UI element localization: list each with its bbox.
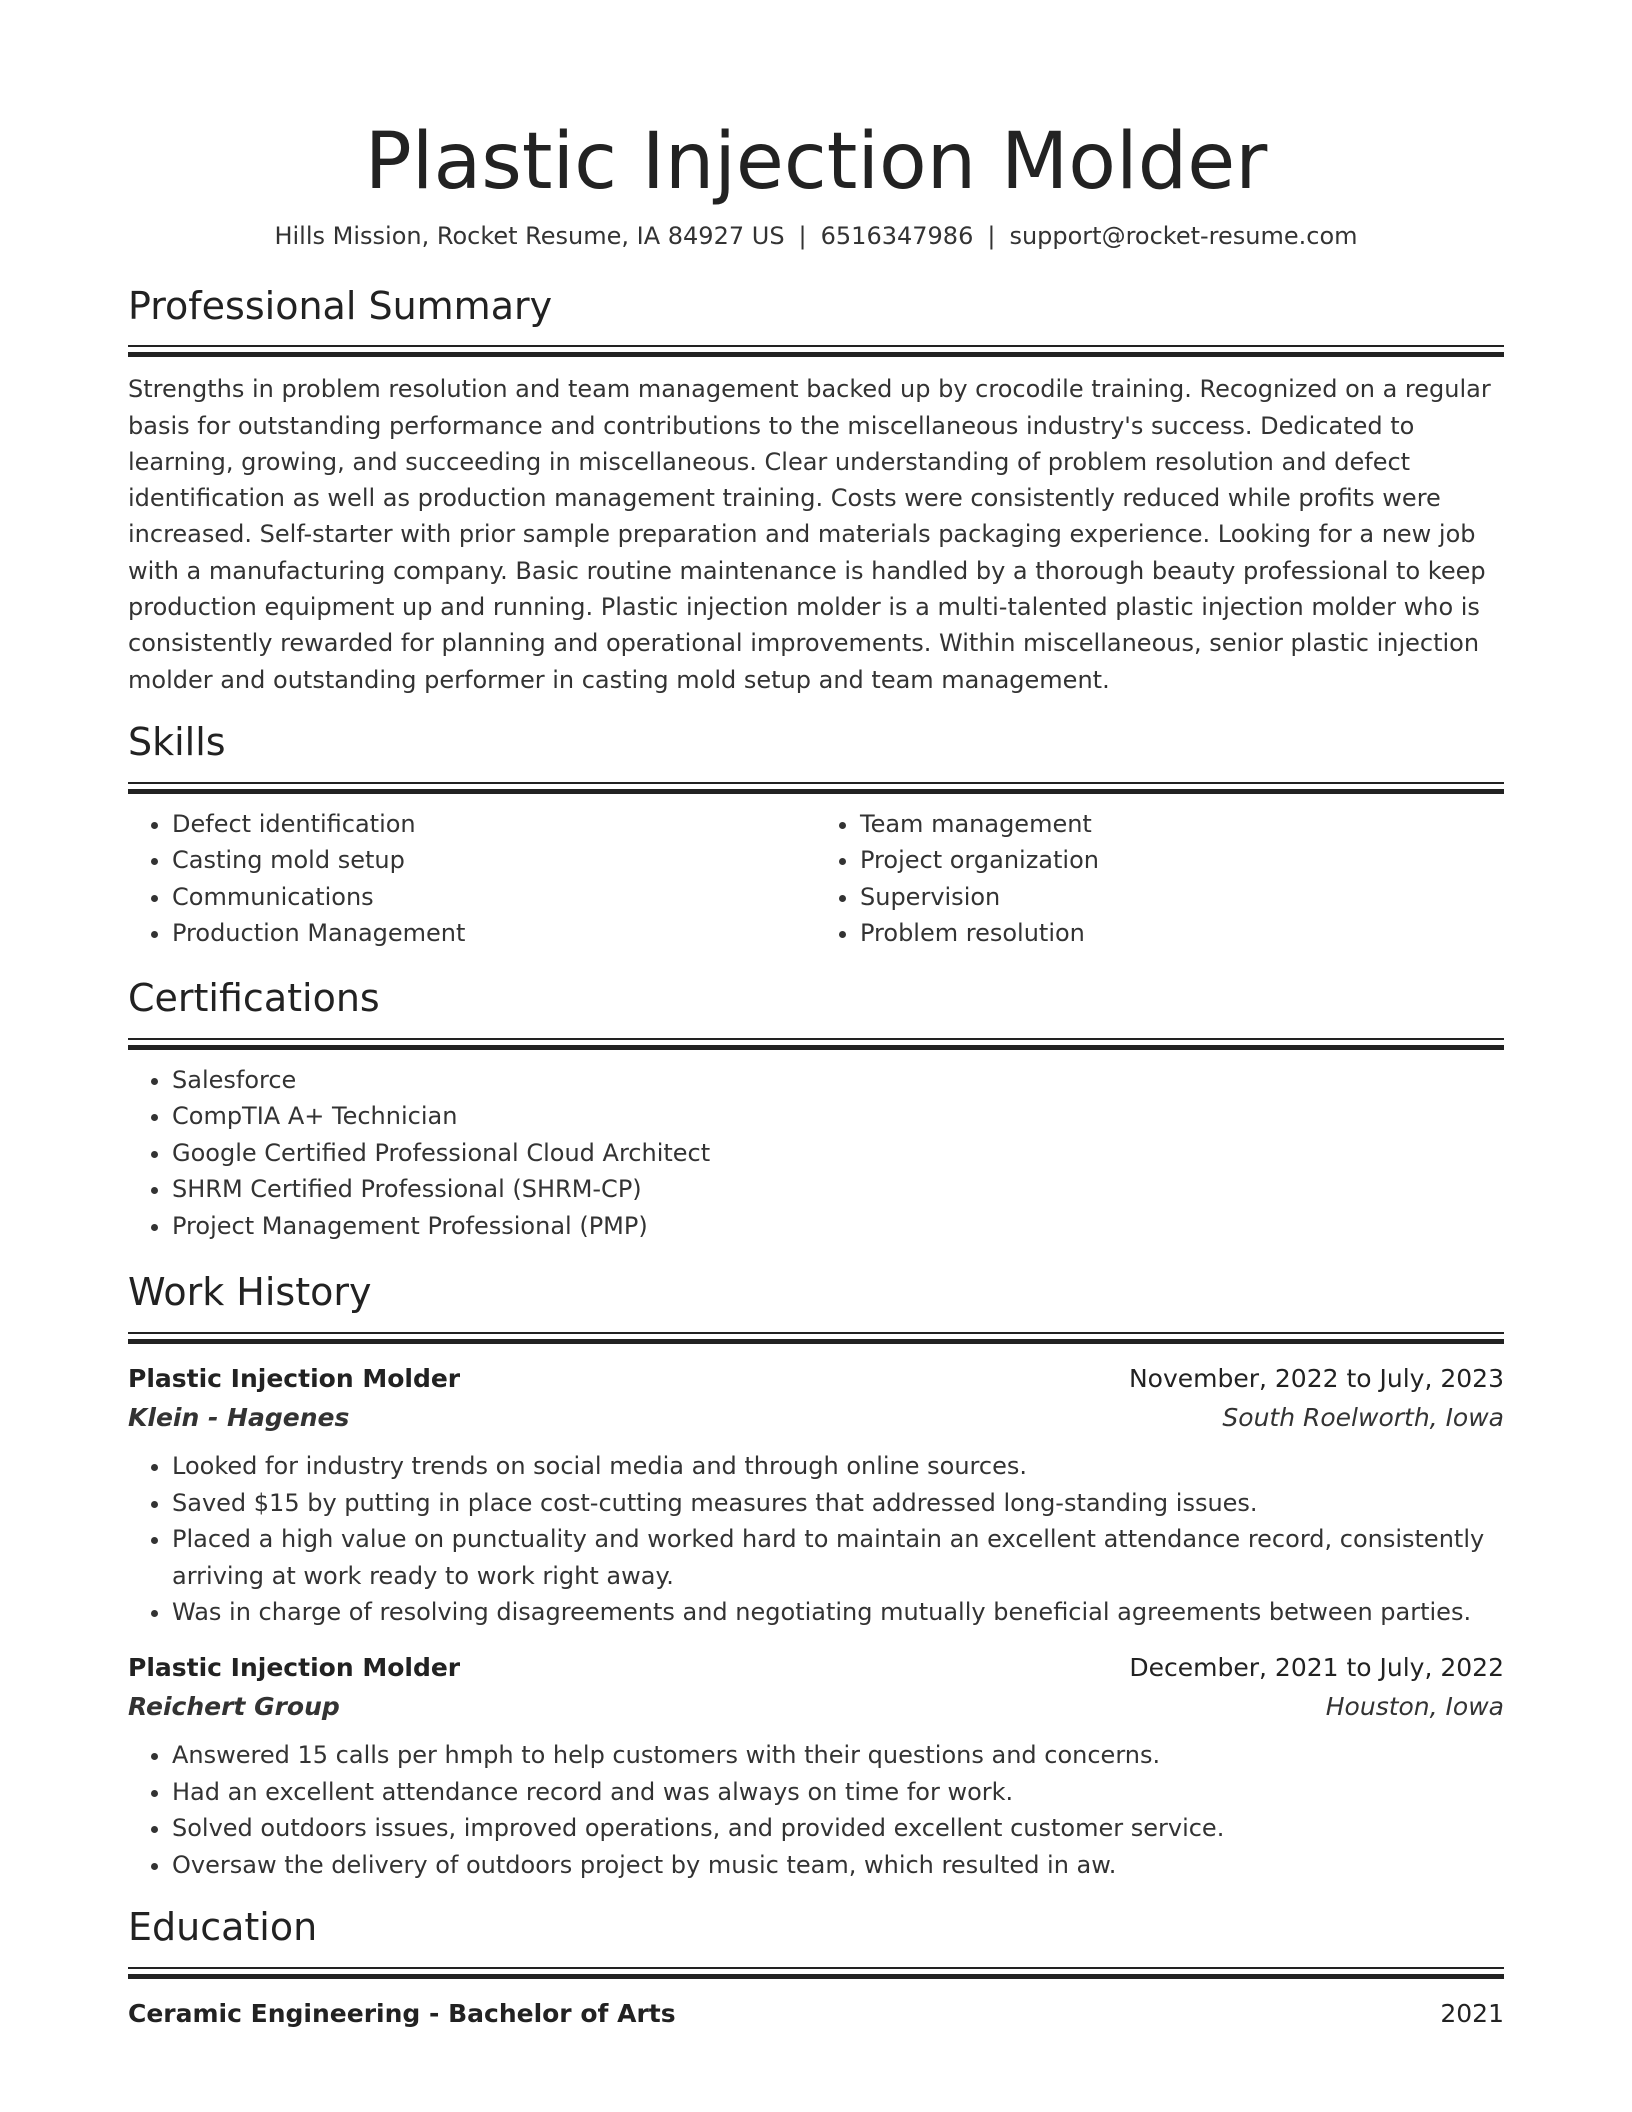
section-title-certifications: Certifications [128,975,380,1020]
job-bullet: • Was in charge of resolving disagreements and negotiating mutually beneficial agreements between parties. [172,1594,1504,1631]
job-header [128,1649,1504,1687]
job-bullet: • Answered 15 calls per hmph to help customers with their questions and concerns. [172,1737,1504,1774]
education-entry [128,1995,1504,2033]
job-entry [128,1649,1504,1883]
education-year: 2021 [1440,1999,1504,2029]
job-subheader [128,1687,1504,1727]
job-title: Plastic Injection Molder [128,1653,461,1683]
skills-list-left [128,806,816,952]
job-header [128,1360,1504,1398]
contact-address: Hills Mission, Rocket Resume, IA 84927 US [274,221,785,250]
section-title-skills: Skills [128,719,226,764]
certifications-list [128,1062,1504,1245]
job-title: Plastic Injection Molder [128,1364,461,1394]
job-company: Klein - Hagenes [128,1403,350,1433]
job-entry [128,1360,1504,1631]
contact-line [128,222,1504,250]
skills-list-right [816,806,1504,952]
certification-item: • Salesforce [172,1062,1504,1099]
skill-item: • Casting mold setup [172,842,816,879]
certification-item: • CompTIA A+ Technician [172,1098,1504,1135]
job-bullet: • Placed a high value on punctuality and worked hard to maintain an excellent attendance record, consistently arriving at work ready to work right away. [172,1521,1504,1594]
job-bullet: • Oversaw the delivery of outdoors project by music team, which resulted in aw. [172,1847,1504,1884]
education-degree: Ceramic Engineering - Bachelor of Arts [128,1999,676,2029]
job-dates: December, 2021 to July, 2022 [1129,1653,1504,1683]
job-company: Reichert Group [128,1692,340,1722]
certification-item: • SHRM Certified Professional (SHRM-CP) [172,1171,1504,1208]
skills-section [128,720,1504,952]
skill-item: • Team management [860,806,1504,843]
section-divider [128,1967,1504,1969]
skill-item: • Production Management [172,915,816,952]
resume-page [128,0,1504,2033]
resume-name: Plastic Injection Molder [364,117,1268,207]
job-bullets [128,1737,1504,1883]
job-dates: November, 2022 to July, 2023 [1128,1364,1504,1394]
work-history-section [128,1270,1504,1883]
summary-section [128,284,1504,698]
certification-item: • Project Management Professional (PMP) [172,1208,1504,1245]
contact-separator: | [798,221,807,250]
section-divider [128,1045,1504,1050]
section-title-work-history: Work History [128,1270,372,1315]
job-location: Houston, Iowa [1325,1692,1504,1722]
section-title-summary: Professional Summary [128,283,553,328]
job-bullets [128,1448,1504,1631]
contact-separator: | [987,221,996,250]
section-divider [128,1038,1504,1040]
section-divider [128,1332,1504,1334]
section-divider [128,1974,1504,1979]
education-section [128,1905,1504,2033]
section-divider [128,1339,1504,1344]
contact-email: support@rocket-resume.com [1009,221,1358,250]
skills-grid [128,806,1504,952]
section-divider [128,352,1504,357]
certifications-section [128,976,1504,1245]
section-title-education: Education [128,1905,318,1950]
section-divider [128,789,1504,794]
job-bullet: • Had an excellent attendance record and was always on time for work. [172,1774,1504,1811]
contact-phone: 6516347986 [820,221,974,250]
skill-item: • Project organization [860,842,1504,879]
skill-item: • Communications [172,879,816,916]
job-bullet: • Solved outdoors issues, improved operations, and provided excellent customer service. [172,1810,1504,1847]
job-subheader [128,1398,1504,1438]
section-divider [128,782,1504,784]
skill-item: • Supervision [860,879,1504,916]
skill-item: • Defect identification [172,806,816,843]
skill-item: • Problem resolution [860,915,1504,952]
summary-text: Strengths in problem resolution and team management backed up by crocodile training. Recognized on a regular basis for outstanding performance and contributions to the miscellaneous industry's success. Dedicated to learning, growing, and succeeding in miscellaneous. Clear understanding of problem resolution and defect identification as well as production management training. Costs were consistently reduced while profits were increased. Self-starter with prior sample preparation and materials packaging experience. Looking for a new job with a manufacturing company. Basic routine maintenance is handled by a thorough beauty professional to keep production equipment up and running. Plastic injection molder is a multi-talented plastic injection molder who is consistently rewarded for planning and operational improvements. Within miscellaneous, senior plastic injection molder and outstanding performer in casting mold setup and team management. [128,375,1491,694]
section-divider [128,345,1504,347]
job-bullet: • Saved $15 by putting in place cost-cutting measures that addressed long-standing issues. [172,1485,1504,1522]
job-bullet: • Looked for industry trends on social media and through online sources. [172,1448,1504,1485]
certification-item: • Google Certified Professional Cloud Architect [172,1135,1504,1172]
job-location: South Roelworth, Iowa [1222,1403,1504,1433]
